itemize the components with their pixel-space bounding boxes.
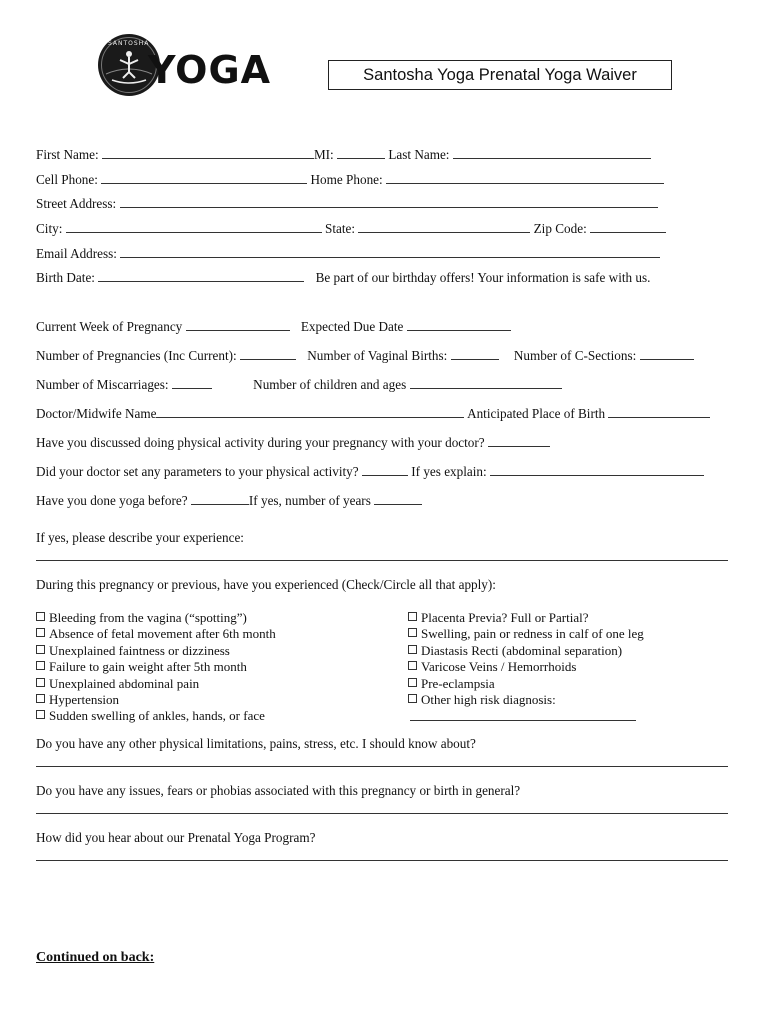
checkbox-icon[interactable] [36,710,45,719]
num-pregnancies-field[interactable] [240,347,296,360]
discussed-row [36,434,550,451]
vaginal-births-field[interactable] [451,347,499,360]
last-name-field[interactable] [453,146,651,159]
miscarriages-field[interactable] [172,376,212,389]
hear-label: How did you hear about our Prenatal Yoga Program? [36,830,316,845]
birth-date-row [36,269,650,286]
miscarriages-label: Number of Miscarriages: [36,377,169,392]
home-phone-label: Home Phone: [310,172,383,187]
city-field[interactable] [66,220,322,233]
condition-item[interactable]: Sudden swelling of ankles, hands, or face [36,708,276,724]
logo-arc-text: SANTOSHA [108,40,150,47]
condition-item[interactable]: Bleeding from the vagina (“spotting”) [36,610,276,626]
checkbox-icon[interactable] [408,661,417,670]
street-address-field[interactable] [120,195,658,208]
limitations-field[interactable] [36,766,728,767]
c-sections-field[interactable] [640,347,694,360]
phone-row [36,171,664,188]
birth-date-field[interactable] [98,269,304,282]
discussed-field[interactable] [488,434,550,447]
checkbox-icon[interactable] [36,628,45,637]
condition-item[interactable]: Placenta Previa? Full or Partial? [408,610,644,626]
city-label: City: [36,221,63,236]
parameters-row [36,463,704,480]
children-field[interactable] [410,376,562,389]
home-phone-field[interactable] [386,171,664,184]
last-name-label: Last Name: [388,147,450,162]
due-date-field[interactable] [407,318,511,331]
hear-field[interactable] [36,860,728,861]
checkbox-icon[interactable] [36,678,45,687]
parameters-field[interactable] [362,463,408,476]
first-name-label: First Name: [36,147,99,162]
week-row [36,318,511,335]
condition-item[interactable]: Diastasis Recti (abdominal separation) [408,643,644,659]
birth-place-label: Anticipated Place of Birth [467,406,606,421]
checkbox-icon[interactable] [36,645,45,654]
cell-phone-label: Cell Phone: [36,172,98,187]
santosha-yoga-logo [98,34,272,100]
birth-place-field[interactable] [608,405,710,418]
checkbox-icon[interactable] [36,661,45,670]
email-row [36,245,660,262]
street-row [36,195,658,212]
fears-field[interactable] [36,813,728,814]
condition-item[interactable]: Failure to gain weight after 5th month [36,659,276,675]
condition-item[interactable]: Unexplained faintness or dizziness [36,643,276,659]
doctor-label: Doctor/Midwife Name [36,406,157,421]
doctor-field[interactable] [156,405,464,418]
email-label: Email Address: [36,246,117,261]
conditions-right-list [408,610,644,708]
condition-item[interactable]: Swelling, pain or redness in calf of one leg [408,626,644,642]
if-yes-explain-label: If yes explain: [411,464,487,479]
if-yes-explain-field[interactable] [490,463,704,476]
due-date-label: Expected Due Date [300,319,404,334]
condition-item[interactable]: Absence of fetal movement after 6th month [36,626,276,642]
checkbox-icon[interactable] [408,645,417,654]
condition-item[interactable]: Pre-eclampsia [408,676,644,692]
email-field[interactable] [120,245,660,258]
checkbox-icon[interactable] [36,694,45,703]
yoga-before-field[interactable] [191,492,249,505]
other-diagnosis-field[interactable] [410,720,636,721]
num-pregnancies-label: Number of Pregnancies (Inc Current): [36,348,237,363]
birthday-note: Be part of our birthday offers! Your information is safe with us. [315,270,651,285]
continued-on-back: Continued on back: [36,950,155,965]
yoga-before-row [36,492,422,509]
mi-field[interactable] [337,146,385,159]
fears-label: Do you have any issues, fears or phobias associated with this pregnancy or birth in general? [36,783,521,798]
condition-item[interactable]: Other high risk diagnosis: [408,692,644,708]
children-label: Number of children and ages [253,377,407,392]
logo-word: YOGA [148,48,272,92]
checkbox-icon[interactable] [408,612,417,621]
limitations-label: Do you have any other physical limitations, pains, stress, etc. I should know about? [36,736,476,751]
checkbox-icon[interactable] [408,678,417,687]
city-row [36,220,666,237]
conditions-left-list [36,610,276,725]
c-sections-label: Number of C-Sections: [513,348,637,363]
cell-phone-field[interactable] [101,171,307,184]
pregnancies-row [36,347,694,364]
birth-date-label: Birth Date: [36,270,95,285]
vaginal-births-label: Number of Vaginal Births: [307,348,448,363]
checkbox-icon[interactable] [408,694,417,703]
parameters-label: Did your doctor set any parameters to your physical activity? [36,464,359,479]
zip-code-field[interactable] [590,220,666,233]
state-field[interactable] [358,220,530,233]
state-label: State: [324,221,356,236]
first-name-field[interactable] [102,146,314,159]
checkbox-icon[interactable] [36,612,45,621]
years-field[interactable] [374,492,422,505]
describe-label: If yes, please describe your experience: [36,530,244,545]
mi-label: MI: [313,147,334,162]
yoga-before-label: Have you done yoga before? [36,493,188,508]
name-row [36,146,651,163]
miscarriages-row [36,376,562,393]
street-address-label: Street Address: [36,196,117,211]
checkbox-icon[interactable] [408,628,417,637]
condition-item[interactable]: Unexplained abdominal pain [36,676,276,692]
describe-field[interactable] [36,560,728,561]
page-title: Santosha Yoga Prenatal Yoga Waiver [328,60,672,90]
years-label: If yes, number of years [248,493,371,508]
experienced-label: During this pregnancy or previous, have you experienced (Check/Circle all that apply): [36,577,496,592]
condition-item[interactable]: Hypertension [36,692,276,708]
discussed-label: Have you discussed doing physical activity during your pregnancy with your doctor? [36,435,485,450]
doctor-row [36,405,710,422]
condition-item[interactable]: Varicose Veins / Hemorrhoids [408,659,644,675]
current-week-label: Current Week of Pregnancy [36,319,183,334]
zip-code-label: Zip Code: [533,221,587,236]
current-week-field[interactable] [186,318,290,331]
